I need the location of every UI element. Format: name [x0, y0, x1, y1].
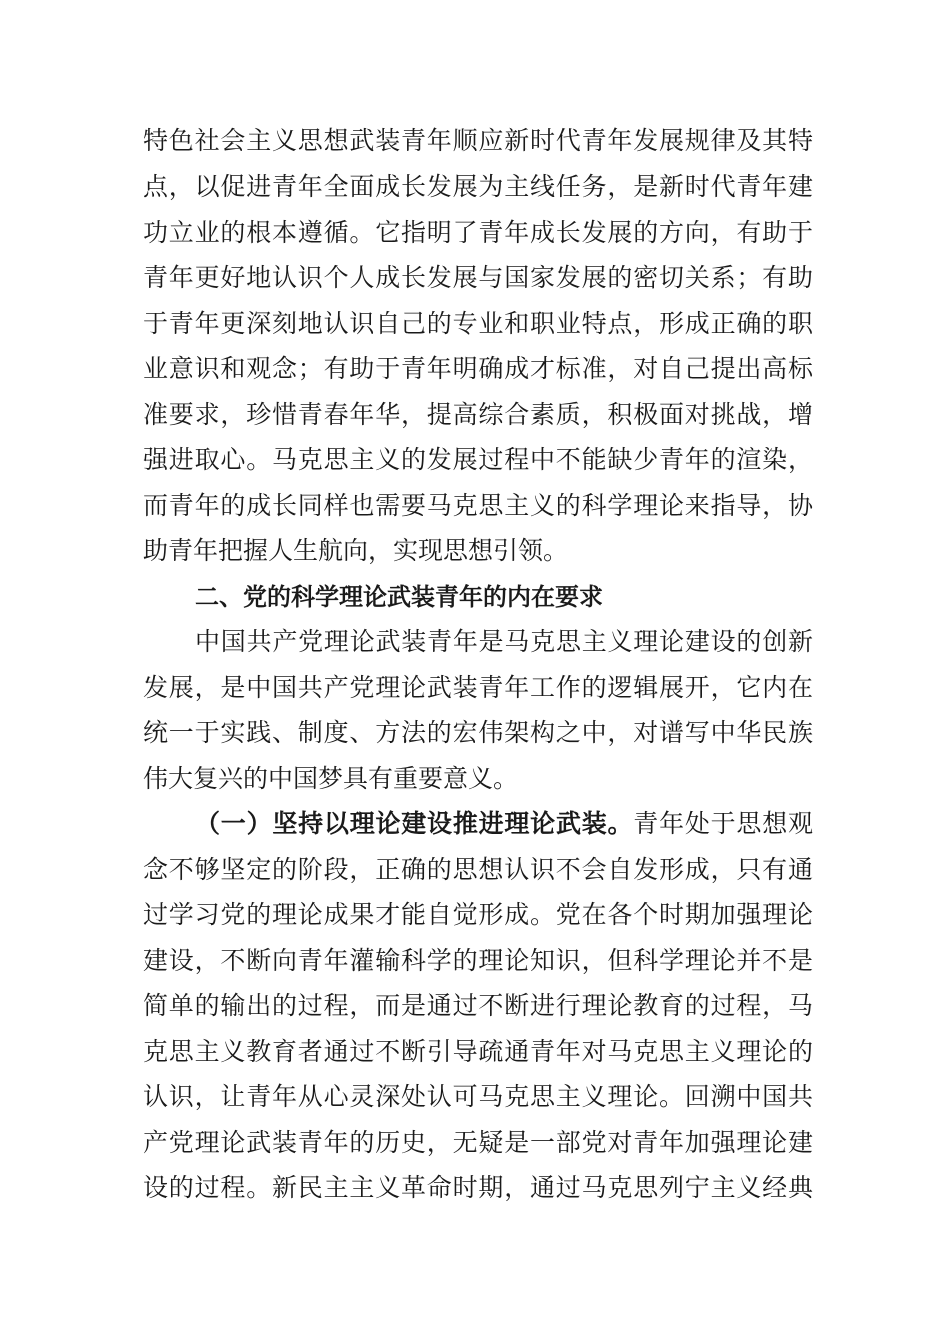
body-text-line: 于青年更深刻地认识自己的专业和职业特点，形成正确的职	[143, 309, 813, 338]
body-text-line: 青年更好地认识个人成长发展与国家发展的密切关系；有助	[143, 263, 813, 292]
body-text-line: 特色社会主义思想武装青年顺应新时代青年发展规律及其特	[143, 126, 813, 155]
subsection-heading: （一）坚持以理论建设推进理论武装。	[195, 809, 634, 838]
body-text-line: 功立业的根本遵循。它指明了青年成长发展的方向，有助于	[143, 218, 813, 247]
body-text-line: 简单的输出的过程，而是通过不断进行理论教育的过程，马	[143, 991, 813, 1020]
body-text-line: 产党理论武装青年的历史，无疑是一部党对青年加强理论建	[143, 1128, 813, 1157]
body-text-line: 中国共产党理论武装青年是马克思主义理论建设的创新	[195, 627, 813, 656]
body-text-line: 准要求，珍惜青春年华，提高综合素质，积极面对挑战，增	[143, 400, 813, 429]
body-text-line: 克思主义教育者通过不断引导疏通青年对马克思主义理论的	[143, 1037, 813, 1066]
body-text-span: 青年处于思想观	[633, 809, 813, 838]
body-text-line: 强进取心。马克思主义的发展过程中不能缺少青年的渲染，	[143, 445, 813, 474]
body-text-line: 业意识和观念；有助于青年明确成才标准，对自己提出高标	[143, 354, 813, 383]
body-text-line: 过学习党的理论成果才能自觉形成。党在各个时期加强理论	[143, 900, 813, 929]
subsection-first-line	[195, 801, 813, 847]
body-text-line: 发展，是中国共产党理论武装青年工作的逻辑展开，它内在	[143, 673, 813, 702]
section-heading: 二、党的科学理论武装青年的内在要求	[195, 583, 603, 611]
body-text-line: 点，以促进青年全面成长发展为主线任务，是新时代青年建	[143, 172, 813, 201]
body-text-line: 设的过程。新民主主义革命时期，通过马克思列宁主义经典	[143, 1173, 813, 1202]
body-text-line: 伟大复兴的中国梦具有重要意义。	[143, 764, 519, 793]
body-text-line: 统一于实践、制度、方法的宏伟架构之中，对谱写中华民族	[143, 718, 813, 747]
body-text-line: 助青年把握人生航向，实现思想引领。	[143, 536, 569, 565]
body-text-line: 建设，不断向青年灌输科学的理论知识，但科学理论并不是	[143, 946, 813, 975]
body-text-line: 认识，让青年从心灵深处认可马克思主义理论。回溯中国共	[143, 1082, 813, 1111]
body-text-line: 念不够坚定的阶段，正确的思想认识不会自发形成，只有通	[143, 855, 813, 884]
body-text-line: 而青年的成长同样也需要马克思主义的科学理论来指导，协	[143, 491, 813, 520]
